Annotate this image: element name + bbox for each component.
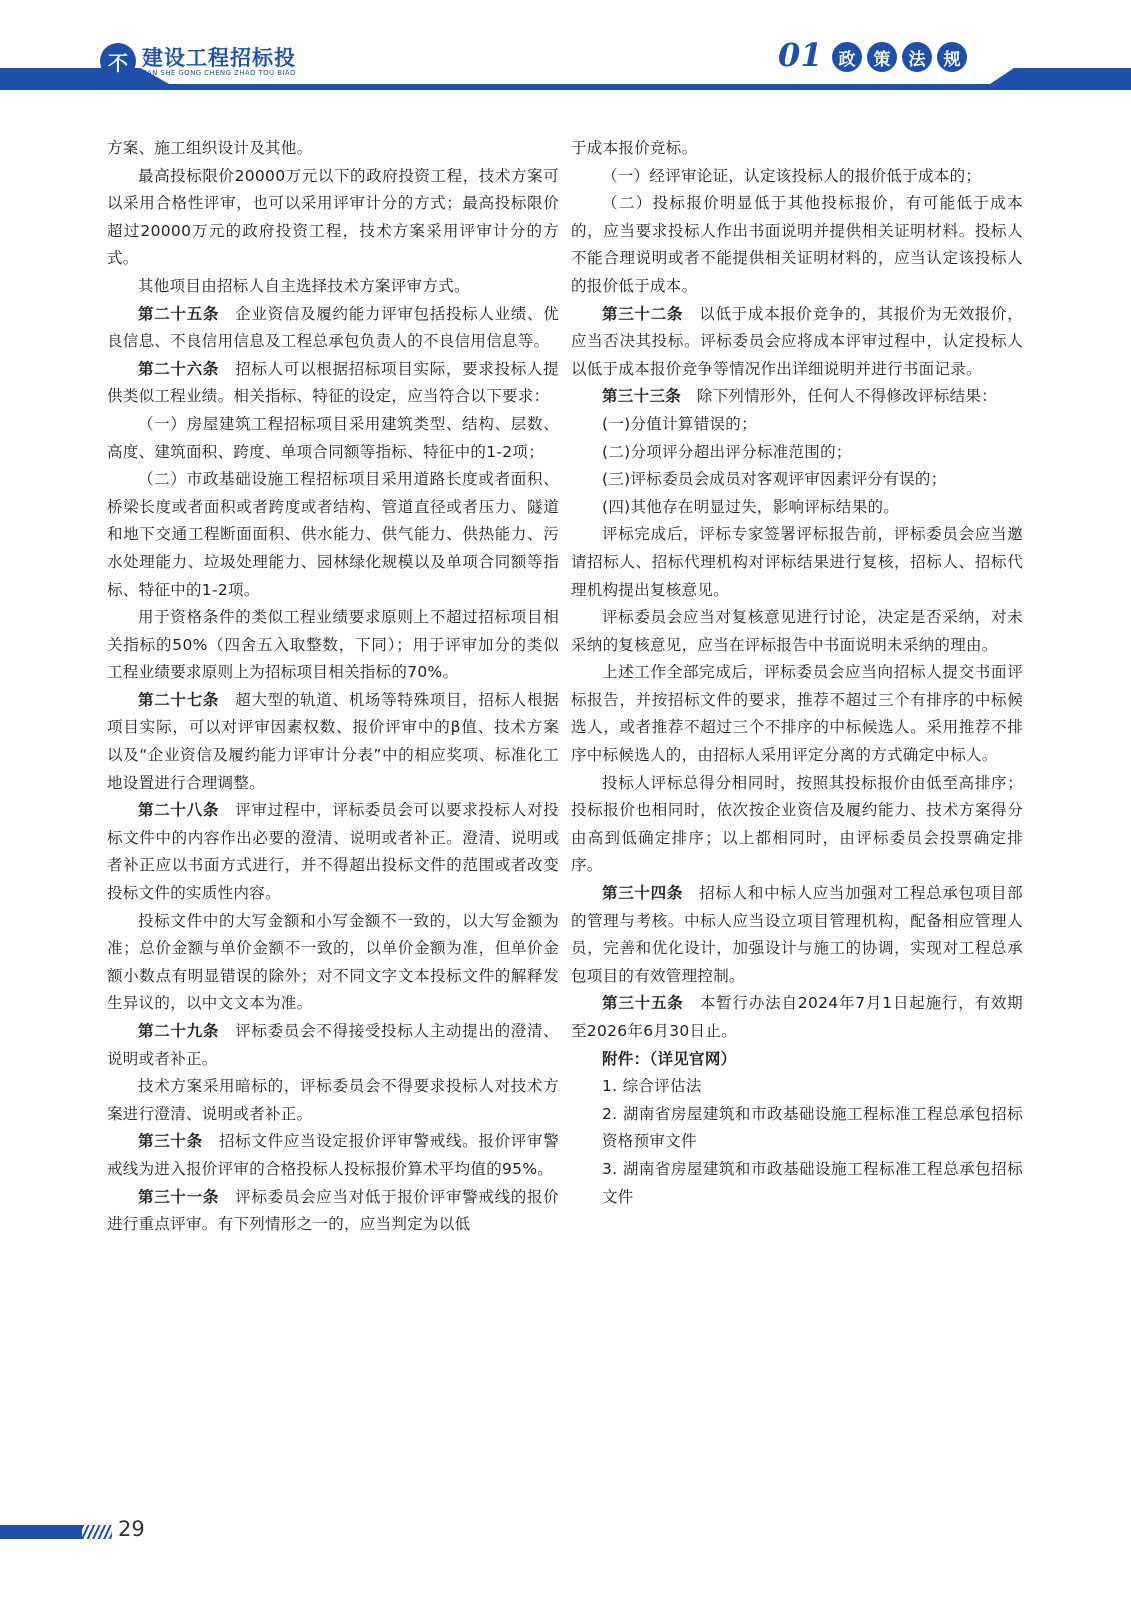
article-34 bbox=[571, 880, 1023, 990]
article-text: 企业资信及履约能力评审包括投标人业绩、优良信息、不良信用信息及工程总承包负责人的不良信用信息等。 bbox=[107, 304, 559, 351]
section-title bbox=[832, 42, 967, 72]
article-text: 招标人可以根据招标项目实际，要求投标人提供类似工程业绩。相关指标、特征的设定，应当符合以下要求： bbox=[107, 359, 559, 406]
paragraph: 评标完成后，评标专家签署评标报告前，评标委员会应当邀请招标人、招标代理机构对评标结果进行复核，招标人、招标代理机构提出复核意见。 bbox=[571, 525, 1023, 599]
paragraph: 方案、施工组织设计及其他。 bbox=[107, 139, 313, 157]
text-column-left bbox=[107, 135, 559, 1239]
paragraph: 投标人评标总得分相同时，按照其投标报价由低至高排序；投标报价也相同时，依次按企业资信及履约能力、技术方案得分由高到低确定排序；以上都相同时，由评标委员会投票确定排序。 bbox=[571, 773, 1023, 875]
list-item: （二）市政基础设施工程招标项目采用道路长度或者面积、桥梁长度或者面积或者跨度或者结构、管道直径或者压力、隧道和地下交通工程断面面积、供水能力、供气能力、供热能力、污水处理能力、垃圾处理能力、园林绿化规模以及单项合同额等指标、特征中的1-2项。 bbox=[107, 470, 559, 599]
article-text: 除下列情形外，任何人不得修改评标结果： bbox=[681, 387, 998, 406]
list-item: （一）房屋建筑工程招标项目采用建筑类型、结构、层数、高度、建筑面积、跨度、单项合同额等指标、特征中的1-2项； bbox=[107, 414, 559, 461]
journal-logo-icon: 不 bbox=[100, 43, 136, 79]
page-number: 29 bbox=[118, 1517, 145, 1541]
list-item: (二)分项评分超出评分标准范围的； bbox=[602, 442, 852, 461]
article-28 bbox=[107, 797, 559, 907]
list-item: (一)分值计算错误的； bbox=[602, 414, 757, 433]
attachment-item: 1. 综合评估法 bbox=[602, 1077, 702, 1096]
header-rule bbox=[0, 84, 1131, 90]
article-32 bbox=[571, 301, 1023, 384]
paragraph: 评标委员会应当对复核意见进行讨论，决定是否采纳，对未采纳的复核意见，应当在评标报告中书面说明未采纳的理由。 bbox=[571, 608, 1023, 654]
article-title: 第二十六条 bbox=[138, 359, 220, 378]
article-title: 第三十三条 bbox=[602, 387, 682, 406]
attachment-item: 2. 湖南省房屋建筑和市政基础设施工程标准工程总承包招标资格预审文件 bbox=[602, 1104, 1023, 1151]
article-text: 评标委员会应当对低于报价评审警戒线的报价进行重点评审。有下列情形之一的，应当判定为以低 bbox=[107, 1187, 559, 1234]
article-text: 本暂行办法自2024年7月1日起施行，有效期至2026年6月30日止。 bbox=[571, 994, 1023, 1040]
article-30 bbox=[107, 1128, 559, 1183]
footer-stripes bbox=[82, 1525, 112, 1539]
article-text: 评标委员会不得接受投标人主动提出的澄清、说明或者补正。 bbox=[107, 1022, 559, 1068]
article-31 bbox=[107, 1184, 559, 1239]
header-rule-right bbox=[981, 68, 1131, 90]
section-char: 策 bbox=[867, 42, 897, 72]
article-text: 评审过程中，评标委员会可以要求投标人对投标文件中的内容作出必要的澄清、说明或者补正。澄清、说明或者补正应以书面方式进行，并不得超出投标文件的范围或者改变投标文件的实质性内容。 bbox=[107, 801, 559, 903]
article-25 bbox=[107, 301, 559, 356]
article-33 bbox=[571, 383, 1023, 411]
section-char: 法 bbox=[902, 42, 932, 72]
list-item: (四)其他存在明显过失，影响评标结果的。 bbox=[602, 497, 900, 516]
page-header bbox=[0, 0, 1131, 112]
section-char: 政 bbox=[832, 42, 862, 72]
article-title: 第三十一条 bbox=[138, 1187, 220, 1206]
article-26 bbox=[107, 356, 559, 411]
article-title: 第三十条 bbox=[138, 1132, 203, 1151]
paragraph: 上述工作全部完成后，评标委员会应当向招标人提交书面评标报告，并按招标文件的要求，推荐不超过三个有排序的中标候选人，或者推荐不超过三个不排序的中标候选人。采用推荐不排序中标候选人的，由招标人采用评定分离的方式确定中标人。 bbox=[571, 663, 1023, 765]
article-27 bbox=[107, 687, 559, 797]
article-title: 第二十七条 bbox=[138, 690, 220, 709]
attachments-title: 附件：（详见官网） bbox=[602, 1049, 737, 1068]
article-text: 招标文件应当设定报价评审警戒线。报价评审警戒线为进入报价评审的合格投标人投标报价算术平均值的95%。 bbox=[107, 1132, 560, 1178]
article-title: 第二十八条 bbox=[138, 801, 220, 820]
article-text: 以低于成本报价竞争的，其报价为无效报价，应当否决其投标。评标委员会应将成本评审过程中，认定投标人以低于成本报价竞争等情况作出详细说明并进行书面记录。 bbox=[571, 304, 1023, 378]
article-title: 第三十二条 bbox=[602, 304, 684, 323]
text-column-right bbox=[571, 135, 1023, 1211]
article-text: 超大型的轨道、机场等特殊项目，招标人根据项目实际，可以对评审因素权数、报价评审中的β值、技术方案以及“企业资信及履约能力评审计分表”中的相应奖项、标准化工地设置进行合理调整。 bbox=[107, 690, 559, 792]
list-item: (三)评标委员会成员对客观评审因素评分有误的； bbox=[602, 470, 947, 489]
article-title: 第三十五条 bbox=[602, 994, 684, 1013]
attachments-heading bbox=[571, 1046, 1023, 1074]
paragraph: 其他项目由招标人自主选择技术方案评审方式。 bbox=[138, 276, 470, 295]
paragraph: 技术方案采用暗标的，评标委员会不得要求投标人对技术方案进行澄清、说明或者补正。 bbox=[107, 1077, 559, 1123]
journal-pinyin: JIAN SHE GONG CHENG ZHAO TOU BIAO bbox=[142, 69, 296, 77]
paragraph: 投标文件中的大写金额和小写金额不一致的，以大写金额为准；总价金额与单价金额不一致的，以单价金额为准，但单价金额小数点有明显错误的除外；对不同文字文本投标文件的解释发生异议的，以中文文本为准。 bbox=[107, 911, 559, 1013]
article-29 bbox=[107, 1018, 559, 1073]
paragraph: 于成本报价竞标。 bbox=[571, 139, 698, 157]
article-title: 第二十九条 bbox=[138, 1022, 220, 1040]
paragraph: 用于资格条件的类似工程业绩要求原则上不超过招标项目相关指标的50%（四舍五入取整数，下同）；用于评审加分的类似工程业绩要求原则上为招标项目相关指标的70%。 bbox=[107, 608, 559, 682]
attachment-item: 3. 湖南省房屋建筑和市政基础设施工程标准工程总承包招标文件 bbox=[602, 1159, 1023, 1206]
footer-bar bbox=[0, 1525, 82, 1539]
article-title: 第三十四条 bbox=[602, 884, 684, 903]
section-char: 规 bbox=[937, 42, 967, 72]
journal-title: 建设工程招标投 bbox=[142, 46, 296, 70]
section-number: 01 bbox=[778, 36, 823, 74]
paragraph: 最高投标限价20000万元以下的政府投资工程，技术方案可以采用合格性评审，也可以采用评审计分的方式；最高投标限价超过20000万元的政府投资工程，技术方案采用评审计分的方式。 bbox=[107, 166, 559, 268]
article-35 bbox=[571, 990, 1023, 1045]
list-item: （二）投标报价明显低于其他投标报价，有可能低于成本的，应当要求投标人作出书面说明并提供相关证明材料。投标人不能合理说明或者不能提供相关证明材料的，应当认定该投标人的报价低于成本。 bbox=[571, 194, 1023, 295]
article-title: 第二十五条 bbox=[138, 304, 220, 323]
list-item: （一）经评审论证，认定该投标人的报价低于成本的； bbox=[602, 166, 982, 185]
article-text: 招标人和中标人应当加强对工程总承包项目部的管理与考核。中标人应当设立项目管理机构，配备相应管理人员，完善和优化设计，加强设计与施工的协调，实现对工程总承包项目的有效管理控制。 bbox=[571, 884, 1023, 985]
